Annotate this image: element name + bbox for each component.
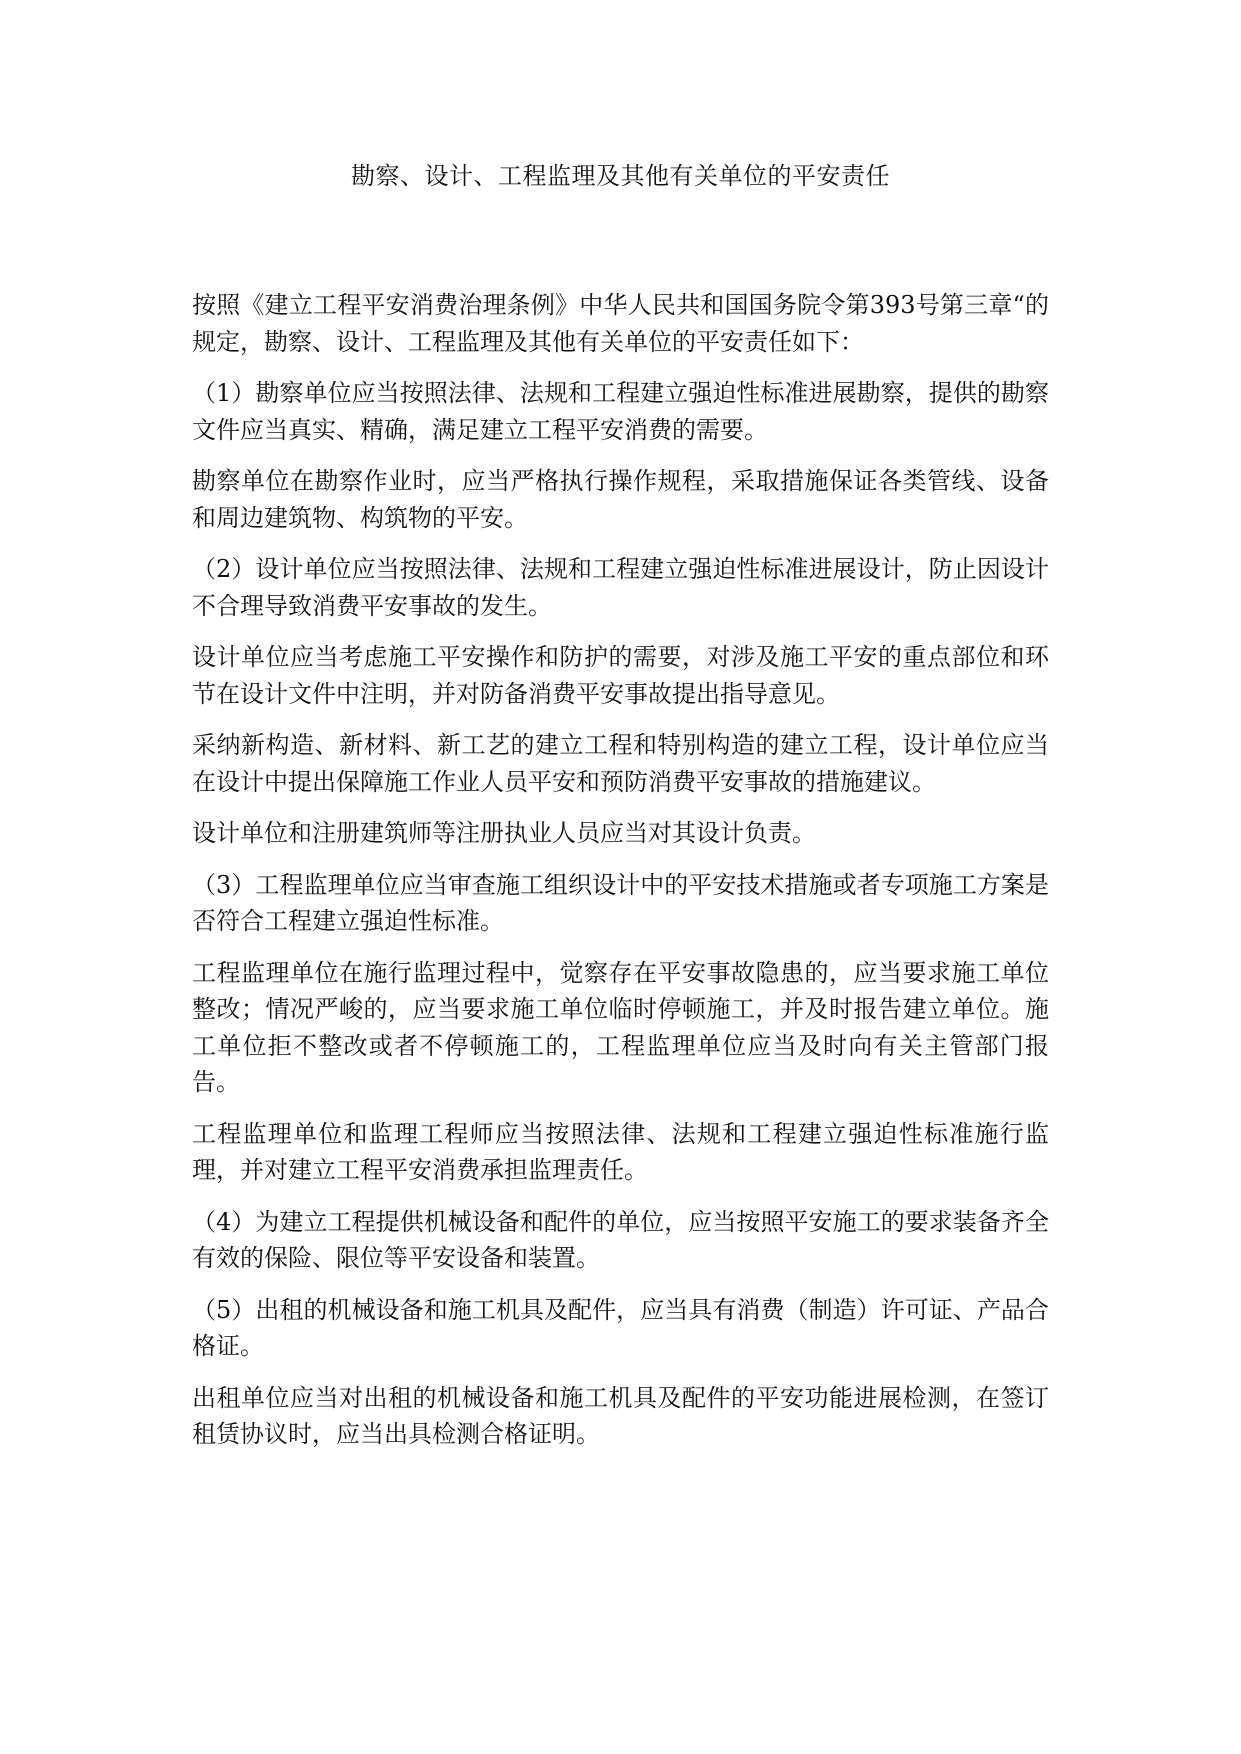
paragraph-new-structures: 采纳新构造、新材料、新工艺的建立工程和特别构造的建立工程，设计单位应当在设计中提出保障施工作业人员平安和预防消费平安事故的措施建议。	[192, 731, 1049, 796]
paragraph-survey-operations: 勘察单位在勘察作业时，应当严格执行操作规程，采取措施保证各类管线、设备和周边建筑物、构筑物的平安。	[192, 467, 1049, 532]
paragraph-1-survey-duty: （1）勘察单位应当按照法律、法规和工程建立强迫性标准进展勘察，提供的勘察文件应当真实、精确，满足建立工程平安消费的需要。	[192, 379, 1049, 444]
paragraph-rental-inspection: 出租单位应当对出租的机械设备和施工机具及配件的平安功能进展检测，在签订租赁协议时，应当出具检测合格证明。	[192, 1383, 1049, 1448]
paragraph-5-rental-licenses: （5）出租的机械设备和施工机具及配件，应当具有消费（制造）许可证、产品合格证。	[192, 1295, 1049, 1360]
paragraph-4-equipment-suppliers: （4）为建立工程提供机械设备和配件的单位，应当按照平安施工的要求装备齐全有效的保险、限位等平安设备和装置。	[192, 1207, 1049, 1272]
paragraph-3-supervision-review: （3）工程监理单位应当审查施工组织设计中的平安技术措施或者专项施工方案是否符合工程建立强迫性标准。	[192, 870, 1049, 935]
paragraph-supervision-hazards: 工程监理单位在施行监理过程中，觉察存在平安事故隐患的，应当要求施工单位整改；情况严峻的，应当要求施工单位临时停顿施工，并及时报告建立单位。施工单位拒不整改或者不停顿施工的，工程监理单位应当及时向有关主管部门报告。	[192, 958, 1049, 1096]
paragraph-2-design-duty: （2）设计单位应当按照法律、法规和工程建立强迫性标准进展设计，防止因设计不合理导致消费平安事故的发生。	[192, 555, 1049, 620]
document-title: 勘察、设计、工程监理及其他有关单位的平安责任	[351, 162, 890, 190]
document-body	[192, 287, 1049, 1468]
paragraph-intro: 按照《建立工程平安消费治理条例》中华人民共和国国务院令第393号第三章“的规定，勘察、设计、工程监理及其他有关单位的平安责任如下：	[192, 291, 1049, 356]
paragraph-design-responsibility: 设计单位和注册建筑师等注册执业人员应当对其设计负责。	[192, 819, 816, 847]
paragraph-supervision-responsibility: 工程监理单位和监理工程师应当按照法律、法规和工程建立强迫性标准施行监理，并对建立工程平安消费承担监理责任。	[192, 1119, 1049, 1184]
paragraph-design-safety: 设计单位应当考虑施工平安操作和防护的需要，对涉及施工平安的重点部位和环节在设计文件中注明，并对防备消费平安事故提出指导意见。	[192, 643, 1049, 708]
